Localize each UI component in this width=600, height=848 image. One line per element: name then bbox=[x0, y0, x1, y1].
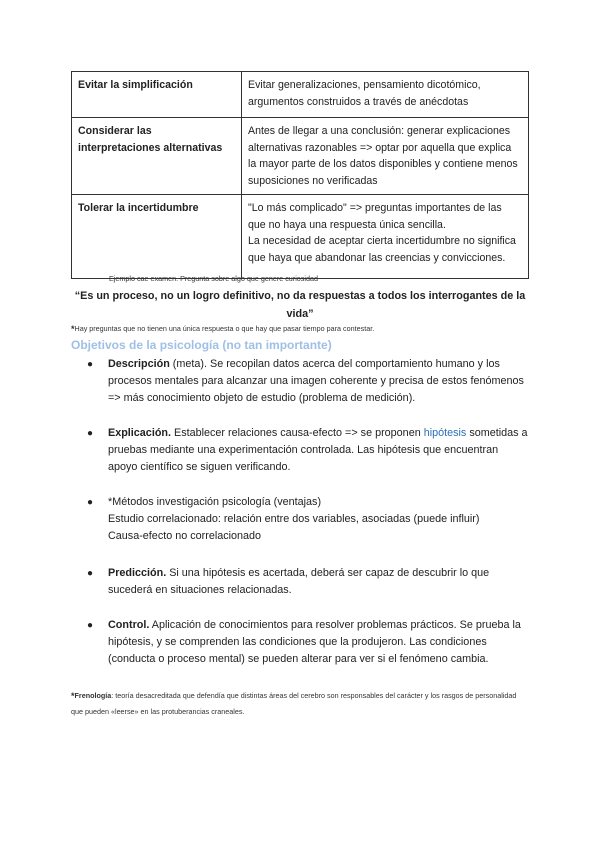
row-text: "Lo más complicado" => preguntas importantes de las que no haya una respuesta única sencilla. La necesidad de aceptar cierta incertidumbre no significa que haya que abandonar las creencias y convicciones. bbox=[242, 195, 529, 279]
row-label: Considerar las interpretaciones alternativas bbox=[72, 118, 242, 195]
row-label: Tolerar la incertidumbre bbox=[72, 195, 242, 279]
quote: “Es un proceso, no un logro definitivo, no da respuestas a todos los interrogantes de la vida” bbox=[74, 290, 526, 320]
footnote bbox=[71, 688, 529, 719]
hipotesis-link[interactable]: hipótesis bbox=[423, 427, 467, 439]
table-row bbox=[72, 118, 529, 195]
row-text: Evitar generalizaciones, pensamiento dicotómico, argumentos construidos a través de anécdotas bbox=[242, 72, 529, 118]
objective-term: Predicción. bbox=[108, 567, 167, 579]
row-label: Evitar la simplificación bbox=[72, 72, 242, 118]
asterisk-note-text: Hay preguntas que no tienen una única respuesta o que hay que pasar tiempo para contestar. bbox=[74, 324, 375, 333]
objective-term: Explicación. bbox=[108, 427, 172, 439]
footnote-mark: * bbox=[71, 691, 75, 701]
metodos-line1: *Métodos investigación psicología (ventajas) bbox=[108, 496, 322, 508]
footnote-text: : teoría desacreditada que defendía que distintas áreas del cerebro son responsables del carácter y los rasgos de personalidad que pueden «leerse» en las protuberancias craneales. bbox=[71, 691, 517, 716]
critical-thinking-table bbox=[71, 71, 529, 279]
objective-term: Descripción bbox=[108, 358, 170, 370]
row-text: Antes de llegar a una conclusión: generar explicaciones alternativas razonables => optar por aquella que explica la mayor parte de los datos disponibles y contiene menos suposiciones no verificadas bbox=[242, 118, 529, 195]
objective-text: Establecer relaciones causa-efecto => se proponen bbox=[171, 427, 424, 439]
exam-note: Ejemplo cae examen. Pregunta sobre algo que genere curiosidad bbox=[109, 274, 318, 283]
table-row bbox=[72, 72, 529, 118]
objective-term: Control. bbox=[108, 619, 150, 631]
objective-text: Aplicación de conocimientos para resolver problemas prácticos. Se prueba la hipótesis, y se comprenden las condiciones que la produjeron. Las condiciones (conducta o proceso mental) se pueden alterar para ver si el fenómeno cambia. bbox=[108, 619, 521, 665]
bullet-icon: ● bbox=[87, 620, 94, 631]
objective-text: (meta). Se recopilan datos acerca del comportamiento humano y los procesos mentales para alcanzar una imagen coherente y precisa de estos fenómenos => más conocimiento objeto de estudio (problema de medición). bbox=[108, 358, 524, 404]
bullet-icon: ● bbox=[87, 359, 94, 370]
bullet-icon: ● bbox=[87, 568, 94, 579]
table-row bbox=[72, 195, 529, 279]
objective-text: Si una hipótesis es acertada, deberá ser capaz de descubrir lo que sucederá en situaciones relacionadas. bbox=[108, 567, 490, 596]
metodos-line2: Estudio correlacionado: relación entre dos variables, asociadas (puede influir) bbox=[108, 513, 480, 525]
section-heading: Objetivos de la psicología (no tan importante) bbox=[71, 338, 332, 352]
footnote-term: Frenología bbox=[74, 691, 112, 700]
asterisk-note bbox=[71, 324, 374, 334]
bullet-icon: ● bbox=[87, 428, 94, 439]
bullet-icon: ● bbox=[87, 497, 94, 508]
asterisk-mark: * bbox=[71, 324, 75, 334]
objective-text-cont: sometidas a pruebas mediante una experimentación controlada. Las hipótesis que encuentran apoyo científico se siguen verificando. bbox=[108, 427, 528, 473]
metodos-line3: Causa-efecto no correlacionado bbox=[108, 530, 262, 542]
